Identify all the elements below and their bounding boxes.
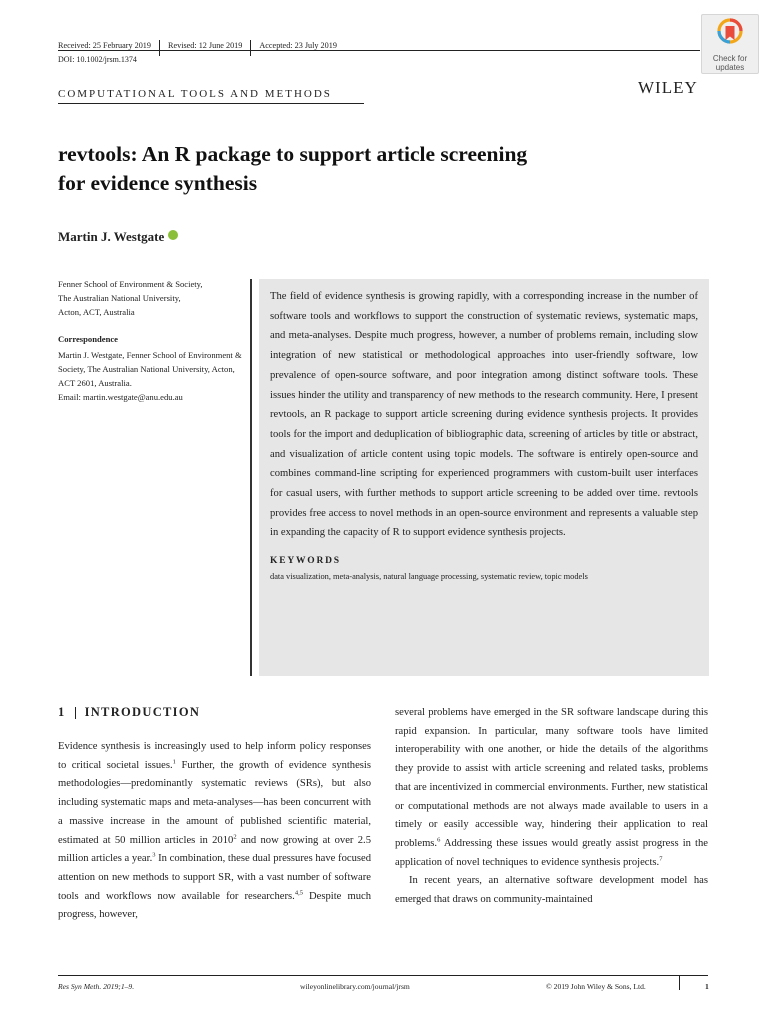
abstract-box <box>259 279 709 676</box>
check-for-updates-badge[interactable] <box>701 14 759 74</box>
citation[interactable]: 1 <box>172 758 176 766</box>
paragraph: several problems have emerged in the SR software landscape during this rapid expansion. In particular, many software tools have limited interoperability with one another, or hide the details of the algorithms they provide to assist with article screening and related tasks, problems that are incentivized in commercial environments. Further, new statistical or computational methods are not always made available to users in a timely or easily accessible way, hindering their application to real problems.$^6$ Addressing these issues would greatly assist progress in the application of novel techniques to evidence synthesis projects.$^7$ <box>395 707 708 868</box>
correspondence-text: Martin J. Westgate, Fenner School of Environment & Society, The Australian National University, Acton, ACT 2601, Australia. <box>58 350 242 388</box>
footer-journal: Res Syn Meth. 2019;1–9. <box>58 982 135 991</box>
footer-rule <box>58 975 708 976</box>
check-for-updates-icon <box>717 18 743 48</box>
paragraph: Evidence synthesis is increasingly used to help inform policy responses to critical societal issues.$^1$ Further, the growth of evidence synthesis methodologies—predominantly systematic reviews (SRs), but also including systematic maps and meta-analyses—has been concurrent with a massive increase in the amount of published scientific material, estimated at 50 million articles in 2010$^2$ and now growing at over 2.5 million articles a year.$^3$ In combination, these dual pressures have focused attention on new methods to support SR, with a vast number of software tools and workflows now available for researchers.$^{4,5}$ Despite much progress, however, <box>58 741 371 921</box>
section-number: 1 <box>58 705 66 719</box>
heading-separator <box>75 707 76 719</box>
citation[interactable]: 2 <box>233 832 237 840</box>
section-title: INTRODUCTION <box>84 705 201 719</box>
footer-url[interactable]: wileyonlinelibrary.com/journal/jrsm <box>300 982 410 991</box>
author <box>58 229 178 245</box>
header-rule <box>58 50 700 51</box>
correspondence-email[interactable]: Email: martin.westgate@anu.edu.au <box>58 392 183 402</box>
publisher-logo: WILEY <box>638 78 698 97</box>
received-date: Received: 25 February 2019 <box>58 40 151 50</box>
affiliation: Fenner School of Environment & Society, The Australian National University, Acton, ACT, Australia <box>58 279 203 317</box>
accepted-date: Accepted: 23 July 2019 <box>259 40 337 50</box>
orcid-icon[interactable] <box>168 230 178 240</box>
correspondence-heading: Correspondence <box>58 334 118 344</box>
section-type-rule <box>58 103 364 104</box>
abstract-bar <box>250 279 252 676</box>
date-separator <box>159 40 160 56</box>
citation[interactable]: 6 <box>437 836 441 844</box>
keywords: data visualization, meta-analysis, natural language processing, systematic review, topic models <box>270 572 588 582</box>
article-title: revtools: An R package to support article screening for evidence synthesis <box>58 142 528 195</box>
body-column-right <box>395 704 708 910</box>
section-type: COMPUTATIONAL TOOLS AND METHODS <box>58 88 332 100</box>
date-separator <box>250 40 251 56</box>
check-for-updates-label: Check for updates <box>712 54 748 72</box>
footer-separator <box>679 976 680 990</box>
abstract-text: The field of evidence synthesis is growing rapidly, with a corresponding increase in the number of software tools and workflows to support the construction of systematic reviews, systematic maps, and meta-analyses. Despite much progress, however, a number of problems remain, including slow integration of new statistical or methodological approaches into user-friendly software, low prevalence of open-source software, and poor integration among distinct software tools. These issues hinder the utility and transparency of new methods to the research community. Here, I present revtools, an R package to support article screening during evidence synthesis projects. It provides tools for the import and deduplication of bibliographic data, screening of articles by title or abstract, and visualization of article content using topic models. The software is entirely open-source and combines command-line scripting for experienced programmers with custom-built user interfaces for casual users, with further methods to support article screening to be added over time. revtools provides free access to novel methods in an open-source environment and represents a valuable step in expanding the capacity of R to support evidence synthesis projects. <box>270 291 698 539</box>
footer-copyright: © 2019 John Wiley & Sons, Ltd. <box>546 982 646 991</box>
author-name[interactable]: Martin J. Westgate <box>58 229 165 244</box>
section-heading-introduction <box>58 705 200 720</box>
correspondence <box>58 348 248 404</box>
keywords-heading: KEYWORDS <box>270 556 341 567</box>
citation[interactable]: 3 <box>152 851 156 859</box>
page-number: 1 <box>705 982 709 991</box>
paragraph: In recent years, an alternative software development model has emerged that draws on community-maintained <box>395 875 708 906</box>
revised-date: Revised: 12 June 2019 <box>168 40 243 50</box>
body-column-left <box>58 738 371 925</box>
citation[interactable]: 7 <box>659 855 663 863</box>
doi[interactable]: DOI: 10.1002/jrsm.1374 <box>58 55 137 64</box>
citation[interactable]: 4,5 <box>294 889 303 897</box>
